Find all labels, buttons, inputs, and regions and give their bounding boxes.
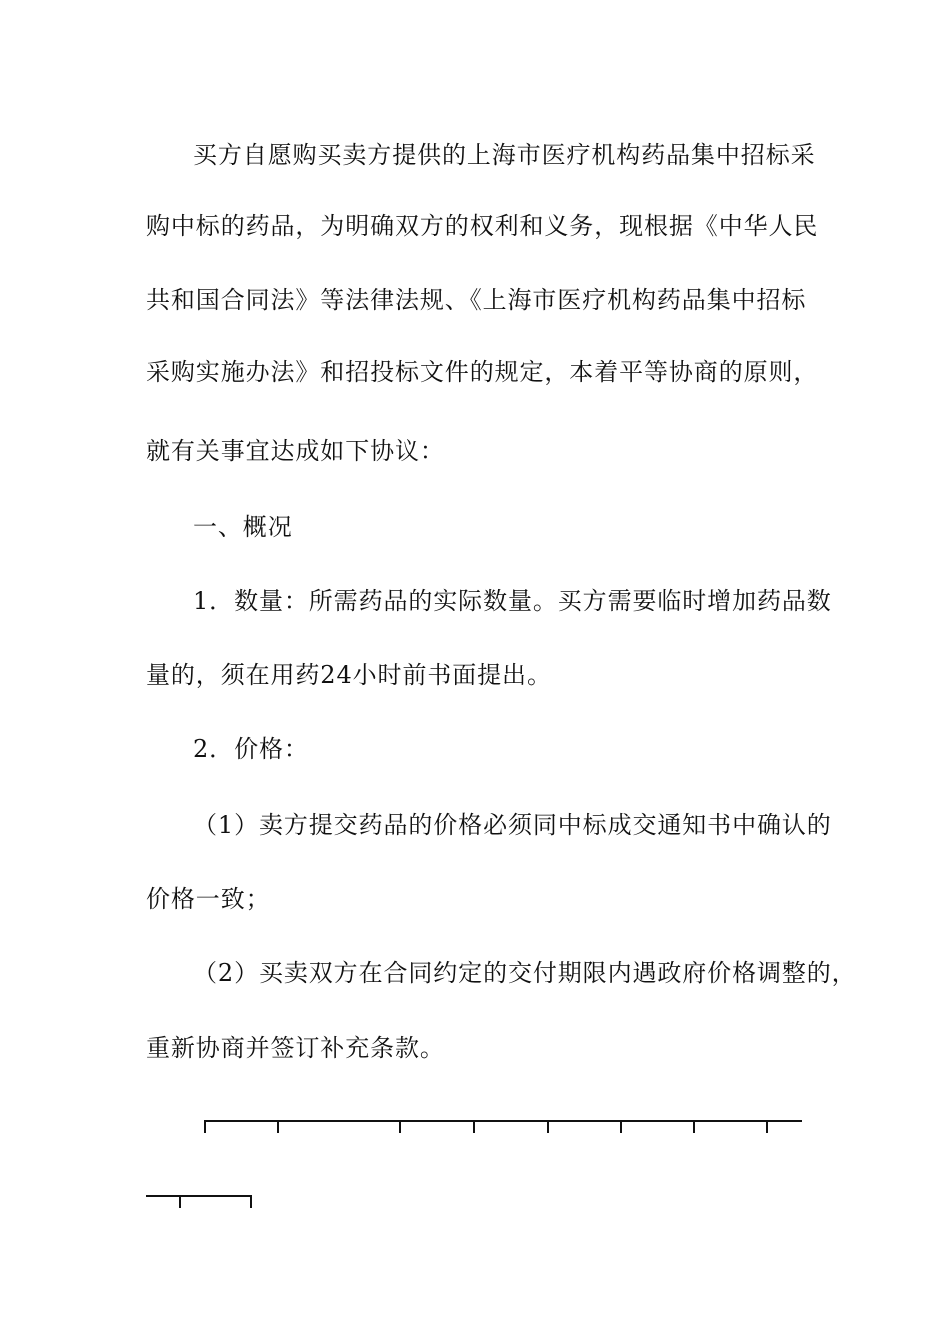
price-clause-2-line-1: （2）买卖双方在合同约定的交付期限内遇政府价格调整的， — [193, 959, 857, 987]
table-corner-left — [204, 1120, 206, 1133]
price-clause-1-line-1: （1）卖方提交药品的价格必须同中标成交通知书中确认的 — [193, 811, 832, 839]
item-quantity-line-1: 1．数量：所需药品的实际数量。买方需要临时增加药品数 — [193, 587, 832, 615]
section-heading-overview: 一、概况 — [193, 513, 293, 541]
paragraph-line-3: 共和国合同法》等法律法规、《上海市医疗机构药品集中招标 — [146, 286, 807, 314]
paragraph-line-5: 就有关事宜达成如下协议： — [146, 437, 445, 465]
table-tick — [620, 1120, 622, 1133]
table-tick — [399, 1120, 401, 1133]
item-quantity-line-2: 量的，须在用药24小时前书面提出。 — [146, 661, 552, 689]
table-tick — [766, 1120, 768, 1133]
table-tick — [179, 1195, 181, 1208]
table-tick — [473, 1120, 475, 1133]
item-price-heading: 2．价格： — [193, 735, 309, 763]
table-corner-right — [250, 1195, 252, 1208]
table-tick — [547, 1120, 549, 1133]
paragraph-line-2: 购中标的药品，为明确双方的权利和义务，现根据《中华人民 — [146, 212, 819, 240]
paragraph-line-1: 买方自愿购买卖方提供的上海市医疗机构药品集中招标采 — [193, 141, 816, 169]
table-tick — [277, 1120, 279, 1133]
price-clause-2-line-2: 重新协商并签订补充条款。 — [146, 1034, 445, 1062]
paragraph-line-4: 采购实施办法》和招投标文件的规定，本着平等协商的原则， — [146, 358, 819, 386]
table-rule-top — [204, 1120, 802, 1122]
table-tick — [693, 1120, 695, 1133]
table-rule-continuation — [146, 1195, 252, 1197]
price-clause-1-line-2: 价格一致； — [146, 885, 271, 913]
